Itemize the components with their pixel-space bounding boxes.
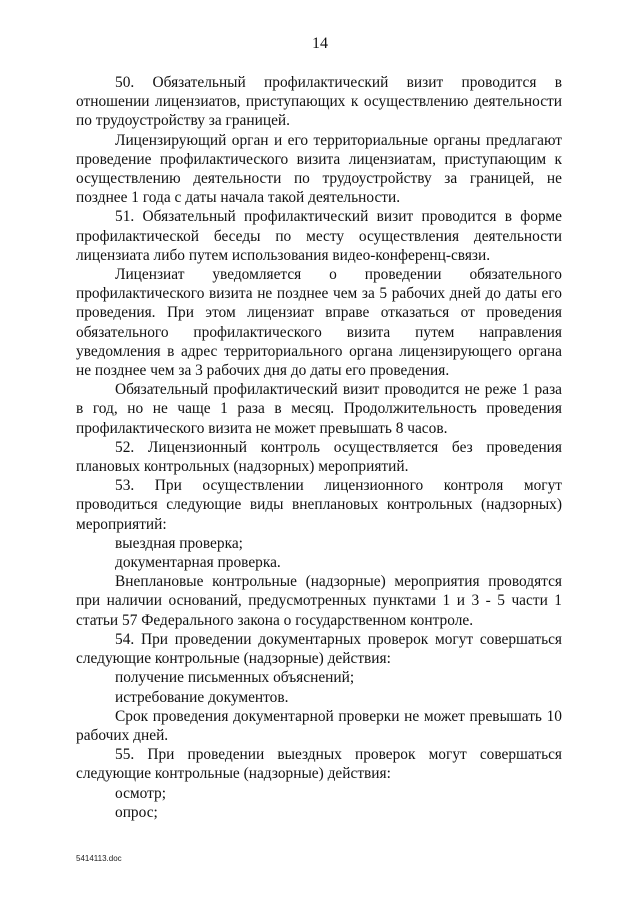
list-item-field-inspection: выездная проверка; xyxy=(115,534,243,552)
paragraph-50: 50. Обязательный профилактический визит проводится в отношении лицензиатов, приступающих к осуществлению деятельности по трудоустройству за границей. xyxy=(76,74,562,130)
list-item-documentary-inspection: документарная проверка. xyxy=(115,554,281,572)
paragraph-51: 51. Обязательный профилактический визит проводится в форме профилактической беседы по месту осуществления деятельности лицензиата либо путем использования видео-конференц-связи. xyxy=(76,208,562,264)
paragraph-licensing-body: Лицензирующий орган и его территориальные органы предлагают проведение профилактического визита лицензиатам, приступающим к осуществлению деятельности по трудоустройству за границей, не позднее 1 года с даты начала такой деятельности. xyxy=(76,131,562,207)
list-item-document-request: истребование документов. xyxy=(115,688,289,706)
paragraph-55: 55. При проведении выездных проверок могут совершаться следующие контрольные (надзорные) действия: xyxy=(76,746,562,783)
document-body xyxy=(76,73,562,822)
paragraph-unscheduled-grounds: Внеплановые контрольные (надзорные) мероприятия проводятся при наличии оснований, предусмотренных пунктами 1 и 3 - 5 части 1 статьи 57 Федерального закона о государственном контроле. xyxy=(76,573,562,629)
paragraph-licensee-notified: Лицензиат уведомляется о проведении обязательного профилактического визита не позднее чем за 5 рабочих дней до даты его проведения. При этом лицензиат вправе отказаться от проведения обязательного профилактического визита путем направления уведомления в адрес территориального органа лицензирующего органа не позднее чем за 3 рабочих дня до даты его проведения. xyxy=(76,266,562,380)
paragraph-54: 54. При проведении документарных проверок могут совершаться следующие контрольные (надзорные) действия: xyxy=(76,630,562,668)
file-name-footer: 5414113.doc xyxy=(76,854,122,863)
list-item-written-explanations: получение письменных объяснений; xyxy=(115,669,355,687)
list-item-survey: опрос; xyxy=(115,803,158,821)
paragraph-52: 52. Лицензионный контроль осуществляется без проведения плановых контрольных (надзорных) мероприятий. xyxy=(76,438,562,476)
paragraph-53: 53. При осуществлении лицензионного контроля могут проводиться следующие виды внеплановых контрольных (надзорных) мероприятий: xyxy=(76,477,562,533)
list-item-inspection: осмотр; xyxy=(115,784,167,802)
paragraph-visit-frequency: Обязательный профилактический визит проводится не реже 1 раза в год, но не чаще 1 раза в месяц. Продолжительность проведения профилактического визита не может превышать 8 часов. xyxy=(76,381,562,437)
paragraph-documentary-term: Срок проведения документарной проверки не может превышать 10 рабочих дней. xyxy=(76,707,562,744)
page-number: 14 xyxy=(312,35,328,52)
